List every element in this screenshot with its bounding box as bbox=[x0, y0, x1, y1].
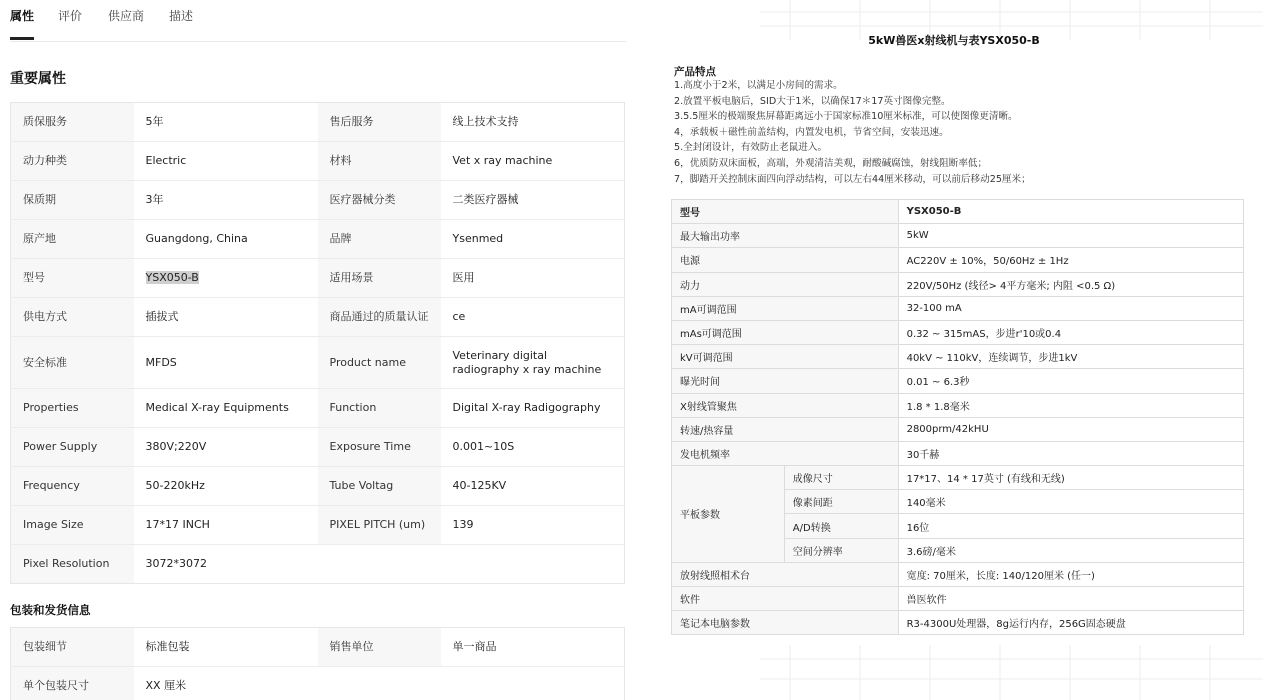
features-list bbox=[674, 78, 1031, 187]
attribute-value: 0.001~10S bbox=[441, 428, 625, 467]
tab-description[interactable]: 描述 bbox=[169, 9, 194, 23]
spec-row bbox=[672, 345, 1244, 369]
attribute-label: Pixel Resolution bbox=[11, 545, 134, 584]
attribute-label: 适用场景 bbox=[318, 259, 441, 298]
attribute-value: 线上技术支持 bbox=[452, 115, 519, 128]
attribute-row bbox=[11, 545, 625, 584]
attribute-value: XX 厘米 bbox=[134, 667, 318, 700]
attribute-label: Power Supply bbox=[11, 428, 134, 467]
attribute-label: Image Size bbox=[11, 506, 134, 545]
key-attributes-title: 重要属性 bbox=[10, 71, 66, 87]
attribute-label: Frequency bbox=[11, 467, 134, 506]
attribute-value: Electric bbox=[134, 142, 318, 181]
spec-row bbox=[672, 562, 1244, 586]
spec-row bbox=[672, 224, 1244, 248]
feature-item: 2.放置平板电脑后，SID大于1米，以确保17＊17英寸图像完整。 bbox=[674, 95, 951, 107]
attribute-row bbox=[11, 181, 625, 220]
spec-value: 0.32 ~ 315mAS，步进r'10或0.4 bbox=[898, 320, 1243, 344]
spec-label: mAs可调范围 bbox=[672, 320, 899, 344]
spec-label: 型号 bbox=[672, 200, 899, 224]
attribute-value: 单一商品 bbox=[452, 640, 497, 653]
attribute-label: 保质期 bbox=[11, 181, 134, 220]
spec-value: 32-100 mA bbox=[898, 296, 1243, 320]
spec-label: kV可调范围 bbox=[672, 345, 899, 369]
attribute-value: 50-220kHz bbox=[134, 467, 318, 506]
attribute-label: Function bbox=[318, 389, 441, 428]
features-heading: 产品特点 bbox=[674, 66, 716, 78]
spec-value: 2800prm/42kHU bbox=[898, 417, 1243, 441]
attribute-row bbox=[11, 337, 625, 389]
spec-value: 16位 bbox=[898, 514, 1243, 538]
attribute-label: 商品通过的质量认证 bbox=[318, 298, 441, 337]
attribute-row bbox=[11, 142, 625, 181]
spec-label: mA可调范围 bbox=[672, 296, 899, 320]
active-tab-indicator bbox=[10, 37, 34, 40]
spec-row bbox=[672, 200, 1244, 224]
tab-supplier[interactable]: 供应商 bbox=[108, 9, 145, 23]
spec-value: R3-4300U处理器，8g运行内存，256G固态硬盘 bbox=[898, 611, 1243, 635]
feature-item: 3.5.5厘米的极端聚焦屏幕距离远小于国家标准10厘米标准，可以使图像更清晰。 bbox=[674, 111, 1018, 123]
spec-row bbox=[672, 320, 1244, 344]
attribute-value: 二类医疗器械 bbox=[441, 181, 625, 220]
attribute-label: Tube Voltag bbox=[318, 467, 441, 506]
attribute-label: 质保服务 bbox=[11, 103, 134, 142]
attribute-value: 17*17 INCH bbox=[134, 506, 318, 545]
feature-item: 7，脚踏开关控制床面四向浮动结构，可以左右44厘米移动，可以前后移动25厘米； bbox=[674, 173, 1031, 185]
attribute-label: 原产地 bbox=[11, 220, 134, 259]
spec-label: 最大输出功率 bbox=[672, 224, 899, 248]
spec-label: 转速/热容量 bbox=[672, 417, 899, 441]
attribute-value: 380V;220V bbox=[134, 428, 318, 467]
spec-sub-label: A/D转换 bbox=[784, 514, 898, 538]
attribute-label: 销售单位 bbox=[318, 628, 441, 667]
attribute-label: 包装细节 bbox=[11, 628, 134, 667]
attribute-label: Properties bbox=[11, 389, 134, 428]
spec-value: 17*17、14 * 17英寸 (有线和无线) bbox=[898, 466, 1243, 490]
attribute-label: 供电方式 bbox=[11, 298, 134, 337]
attribute-label: 安全标准 bbox=[11, 337, 134, 389]
spec-value: 宽度: 70厘米，长度: 140/120厘米 (任一) bbox=[898, 562, 1243, 586]
attribute-label: 动力种类 bbox=[11, 142, 134, 181]
spec-row bbox=[672, 587, 1244, 611]
attribute-label: Exposure Time bbox=[318, 428, 441, 467]
attribute-row bbox=[11, 220, 625, 259]
spec-value: 40kV ~ 110kV，连续调节，步进1kV bbox=[898, 345, 1243, 369]
spec-label: 软件 bbox=[672, 587, 899, 611]
attribute-label: 材料 bbox=[318, 142, 441, 181]
spec-label: 电源 bbox=[672, 248, 899, 272]
attribute-value: MFDS bbox=[134, 337, 318, 389]
spec-row bbox=[672, 611, 1244, 635]
attribute-value bbox=[134, 259, 318, 298]
feature-item: 6，优质防双床面板，高端，外观清洁美观，耐酸碱腐蚀，射线阻断率低； bbox=[674, 157, 988, 169]
spec-row bbox=[672, 248, 1244, 272]
attribute-row bbox=[11, 259, 625, 298]
packaging-table bbox=[10, 627, 625, 700]
attribute-value: Ysenmed bbox=[441, 220, 625, 259]
attribute-row bbox=[11, 628, 625, 667]
attribute-row bbox=[11, 103, 625, 142]
attribute-label: 医疗器械分类 bbox=[318, 181, 441, 220]
attribute-value: 139 bbox=[441, 506, 625, 545]
spec-row bbox=[672, 417, 1244, 441]
spec-label: X射线管聚焦 bbox=[672, 393, 899, 417]
spec-label: 放射线照相术台 bbox=[672, 562, 899, 586]
attribute-label: Product name bbox=[318, 337, 441, 389]
attribute-value: 标准包装 bbox=[145, 640, 190, 653]
spec-value: 兽医软件 bbox=[898, 587, 1243, 611]
spec-sub-label: 成像尺寸 bbox=[784, 466, 898, 490]
attributes-table bbox=[10, 102, 625, 584]
attribute-row bbox=[11, 428, 625, 467]
spec-row bbox=[672, 369, 1244, 393]
spec-table bbox=[671, 199, 1244, 635]
spec-label: 笔记本电脑参数 bbox=[672, 611, 899, 635]
attribute-value bbox=[441, 545, 625, 584]
attribute-value: Digital X-ray Radigography bbox=[441, 389, 625, 428]
attribute-value: 医用 bbox=[441, 259, 625, 298]
spec-value: 5kW bbox=[898, 224, 1243, 248]
feature-item: 1.高度小于2米，以满足小房间的需求。 bbox=[674, 80, 843, 91]
attribute-value: Vet x ray machine bbox=[441, 142, 625, 181]
attribute-value: 3072*3072 bbox=[134, 545, 318, 584]
spec-group-label: 平板参数 bbox=[672, 466, 785, 563]
spec-label: 动力 bbox=[672, 272, 899, 296]
attribute-value: Medical X-ray Equipments bbox=[134, 389, 318, 428]
attribute-value: 插拔式 bbox=[134, 298, 318, 337]
attribute-label: 品牌 bbox=[318, 220, 441, 259]
attribute-value: 3年 bbox=[134, 181, 318, 220]
spec-value: AC220V ± 10%，50/60Hz ± 1Hz bbox=[898, 248, 1243, 272]
attribute-value: 5年 bbox=[145, 115, 164, 128]
spec-row bbox=[672, 393, 1244, 417]
spec-value: 30千赫 bbox=[898, 441, 1243, 465]
spec-row bbox=[672, 296, 1244, 320]
tab-reviews[interactable]: 评价 bbox=[58, 9, 83, 23]
attribute-row bbox=[11, 667, 625, 700]
detail-tabs bbox=[10, 0, 626, 42]
attribute-label: PIXEL PITCH (um) bbox=[318, 506, 441, 545]
spec-row bbox=[672, 441, 1244, 465]
feature-item: 5.全封闭设计，有效防止老鼠进入。 bbox=[674, 142, 828, 154]
spec-value: 3.6磅/毫米 bbox=[898, 538, 1243, 562]
attribute-label: 售后服务 bbox=[318, 103, 441, 142]
attribute-row bbox=[11, 389, 625, 428]
spec-sub-label: 像素间距 bbox=[784, 490, 898, 514]
attribute-label: 单个包装尺寸 bbox=[11, 667, 134, 700]
spec-sub-label: 空间分辨率 bbox=[784, 538, 898, 562]
description-panel bbox=[645, 0, 1263, 700]
attribute-label bbox=[318, 545, 441, 584]
tab-attributes[interactable]: 属性 bbox=[10, 9, 35, 23]
background-grid-bottom bbox=[760, 645, 1263, 700]
spec-value: YSX050-B bbox=[898, 200, 1243, 224]
attribute-label: 型号 bbox=[11, 259, 134, 298]
spec-row bbox=[672, 466, 1244, 490]
spec-value: 1.8 * 1.8毫米 bbox=[898, 393, 1243, 417]
attribute-row bbox=[11, 506, 625, 545]
highlighted-model-value: YSX050-B bbox=[145, 271, 199, 284]
spec-value: 0.01 ~ 6.3秒 bbox=[898, 369, 1243, 393]
attribute-value: ce bbox=[441, 298, 625, 337]
attribute-value bbox=[441, 667, 625, 700]
spec-value: 140毫米 bbox=[898, 490, 1243, 514]
attribute-label bbox=[318, 667, 441, 700]
spec-label: 曝光时间 bbox=[672, 369, 899, 393]
attribute-value: Veterinary digital radiography x ray machine bbox=[441, 337, 625, 389]
product-title: 5kW兽医x射线机与表YSX050-B bbox=[868, 34, 1040, 47]
spec-value: 220V/50Hz (线径> 4平方毫米; 内阻 <0.5 Ω) bbox=[898, 272, 1243, 296]
attribute-value: Guangdong, China bbox=[134, 220, 318, 259]
attribute-row bbox=[11, 298, 625, 337]
feature-item: 4，承载板＋磁性前盖结构，内置发电机，节省空间，安装迅速。 bbox=[674, 126, 949, 138]
spec-label: 发电机频率 bbox=[672, 441, 899, 465]
packaging-title: 包装和发货信息 bbox=[10, 603, 91, 617]
spec-row bbox=[672, 272, 1244, 296]
attribute-value: 40-125KV bbox=[441, 467, 625, 506]
product-details-panel bbox=[10, 0, 626, 700]
attribute-row bbox=[11, 467, 625, 506]
